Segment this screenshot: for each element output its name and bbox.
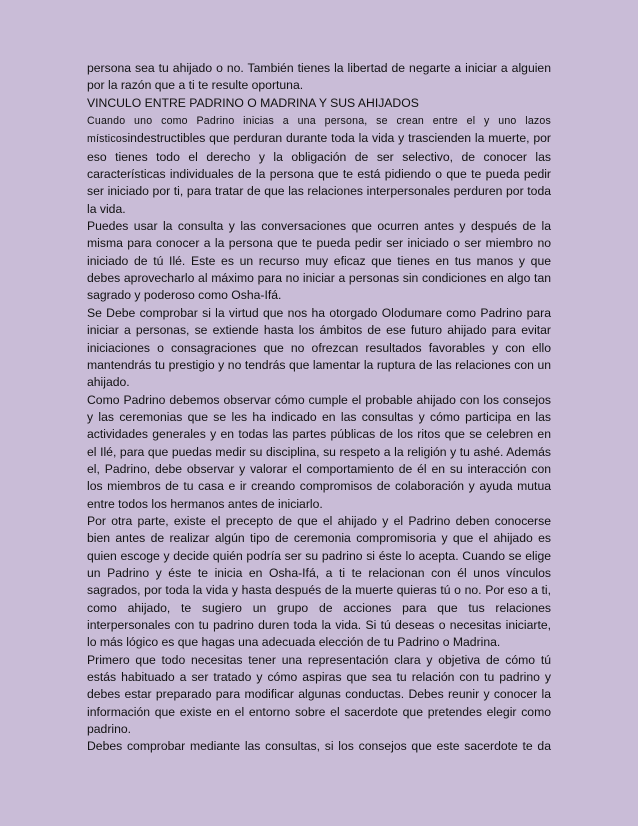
paragraph-vinculo: [87, 112, 551, 218]
paragraph-vinculo-lead: Cuando uno como Padrino inicias a una persona, se crean entre el y uno lazos místicos: [87, 115, 551, 146]
paragraph-comprobar: Debes comprobar mediante las consultas, si los consejos que este sacerdote te da: [87, 739, 551, 754]
paragraph-representacion: Primero que todo necesitas tener una representación clara y objetiva de cómo tú estás habituado a ser tratado y cómo aspiras que sea tu relación con tu padrino y debes estar preparado para modificar algunas conductas. Debes reunir y conocer la información que existe en el entorno sobre el sacerdote que pretendes elegir como padrino.: [87, 652, 551, 737]
document-body: [87, 60, 551, 756]
paragraph-virtud: Se Debe comprobar si la virtud que nos ha otorgado Olodumare como Padrino para iniciar a personas, se extiende hasta los ámbitos de ese futuro ahijado para evitar iniciaciones o consagraciones que no ofrezcan resultados favorables y con ello mantendrás tu prestigio y no tendrás que lamentar la ruptura de las relaciones con un ahijado.: [87, 305, 551, 390]
paragraph-consulta: Puedes usar la consulta y las conversaciones que ocurren antes y después de la misma para conocer a la persona que te pueda pedir ser iniciado o ser miembro no iniciado de tú Ilé. Este es un recurso muy eficaz que tienes en tus manos y que debes aprovecharlo al máximo para no iniciar a personas sin condiciones en algo tan sagrado y poderoso como Osha-Ifá.: [87, 219, 551, 303]
paragraph-vinculo-body: indestructibles que perduran durante toda la vida y trascienden la muerte, por eso tienes todo el derecho y la obligación de ser selectivo, de conocer las características individuales de la persona que te está pidiendo o que te pueda pedir ser iniciado por ti, para tratar de que las relaciones interpersonales perduren por toda la vida.: [87, 131, 551, 216]
paragraph-observar: Como Padrino debemos observar cómo cumple el probable ahijado con los consejos y las ceremonias que se les ha indicado en las consultas y cómo participa en las actividades generales y en todas las partes públicas de los ritos que se celebren en el Ilé, para que puedas medir su disciplina, su respeto a la religión y tu ashé. Además el, Padrino, debe observar y valorar el comportamiento de él en su interacción con los miembros de tu casa e ir creando compromisos de colaboración y ayuda mutua entre todos los hermanos antes de iniciarlo.: [87, 392, 551, 511]
paragraph-precepto: Por otra parte, existe el precepto de que el ahijado y el Padrino deben conocerse bien antes de realizar algún tipo de ceremonia compromisoria y que el ahijado es quien escoge y decide quién podría ser su padrino si éste lo acepta. Cuando se elige un Padrino y éste te inicia en Osha-Ifá, a ti te relacionan con él unos vínculos sagrados, por toda la vida y hasta después de la muerte quieras tú o no. Por eso a ti, como ahijado, te sugiero un grupo de acciones para que tus relaciones interpersonales con tu padrino duren toda la vida. Si tú deseas o necesitas iniciarte, lo más lógico es que hagas una adecuada elección de tu Padrino o Madrina.: [87, 513, 551, 650]
section-heading: VINCULO ENTRE PADRINO O MADRINA Y SUS AHIJADOS: [87, 95, 419, 110]
paragraph-intro: persona sea tu ahijado o no. También tienes la libertad de negarte a iniciar a alguien por la razón que a ti te resulte oportuna.: [87, 61, 551, 93]
